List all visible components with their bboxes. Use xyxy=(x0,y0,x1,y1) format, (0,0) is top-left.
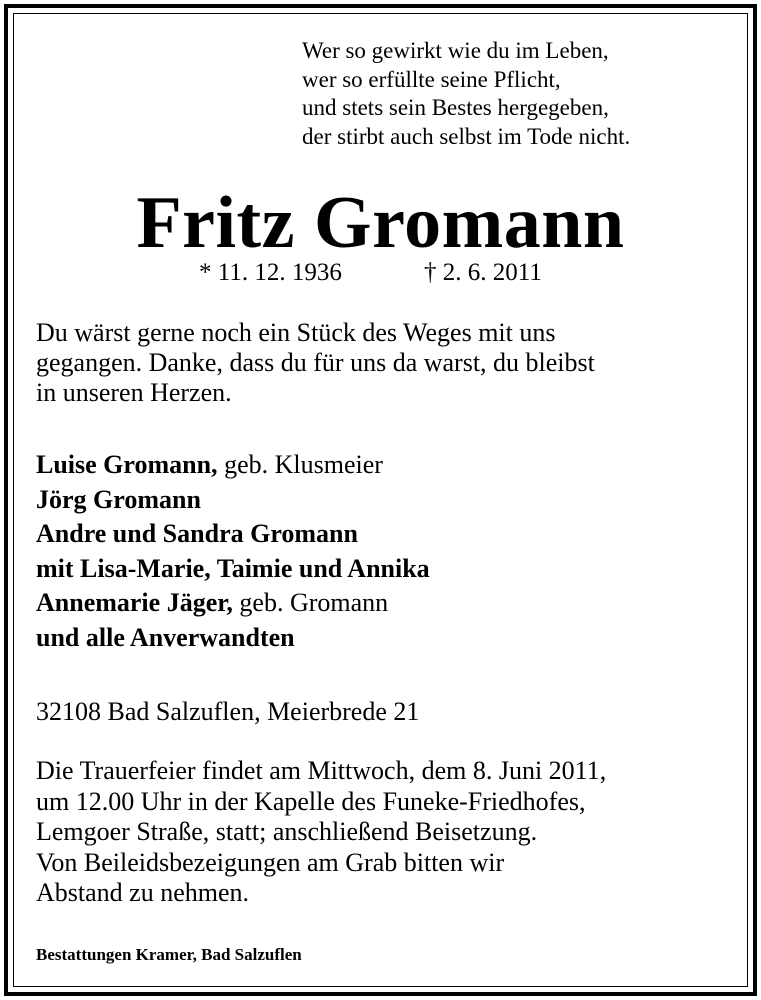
death-date: † 2. 6. 2011 xyxy=(424,259,542,286)
service-line: Lemgoer Straße, statt; anschließend Beisetzung. xyxy=(36,817,538,846)
mourner-name: Andre und Sandra Gromann xyxy=(36,519,358,549)
mourner-entry xyxy=(36,621,430,656)
mourner-entry xyxy=(36,586,430,621)
mourner-entry xyxy=(36,517,430,552)
farewell-message xyxy=(36,318,595,408)
birth-date: * 11. 12. 1936 xyxy=(199,259,342,286)
mourners-list xyxy=(36,448,430,656)
family-address: 32108 Bad Salzuflen, Meierbrede 21 xyxy=(36,697,420,726)
mourner-entry xyxy=(36,483,430,518)
funeral-service-notice xyxy=(36,756,606,909)
message-line: in unseren Herzen. xyxy=(36,378,232,407)
message-line: gegangen. Danke, dass du für uns da warst, du bleibst xyxy=(36,348,595,377)
mourner-name: mit Lisa-Marie, Taimie und Annika xyxy=(36,553,430,583)
verse-line: und stets sein Bestes hergegeben, xyxy=(302,95,609,120)
funeral-home-credit: Bestattungen Kramer, Bad Salzuflen xyxy=(36,945,302,964)
message-line: Du wärst gerne noch ein Stück des Weges mit uns xyxy=(36,318,556,347)
mourner-name: Jörg Gromann xyxy=(36,484,201,514)
memorial-verse xyxy=(302,37,742,151)
verse-line: Wer so gewirkt wie du im Leben, xyxy=(302,38,609,63)
verse-line: der stirbt auch selbst im Tode nicht. xyxy=(302,123,631,149)
mourner-note: geb. Klusmeier xyxy=(217,450,383,479)
mourner-note: geb. Gromann xyxy=(232,588,389,618)
verse-line: wer so erfüllte seine Pflicht, xyxy=(302,66,561,92)
mourner-entry xyxy=(36,552,430,587)
mourner-name: und alle Anverwandten xyxy=(36,622,295,652)
service-line: Von Beileidsbezeigungen am Grab bitten wir xyxy=(36,847,505,877)
mourner-name: Luise Gromann, xyxy=(36,450,218,479)
service-line: Abstand zu nehmen. xyxy=(36,878,250,907)
service-line: Die Trauerfeier findet am Mittwoch, dem 8. Juni 2011, xyxy=(36,756,607,785)
service-line: um 12.00 Uhr in der Kapelle des Funeke-Friedhofes, xyxy=(36,786,586,816)
deceased-name: Fritz Gromann xyxy=(136,182,625,264)
mourner-entry xyxy=(36,448,430,483)
mourner-name: Annemarie Jäger, xyxy=(36,588,233,618)
